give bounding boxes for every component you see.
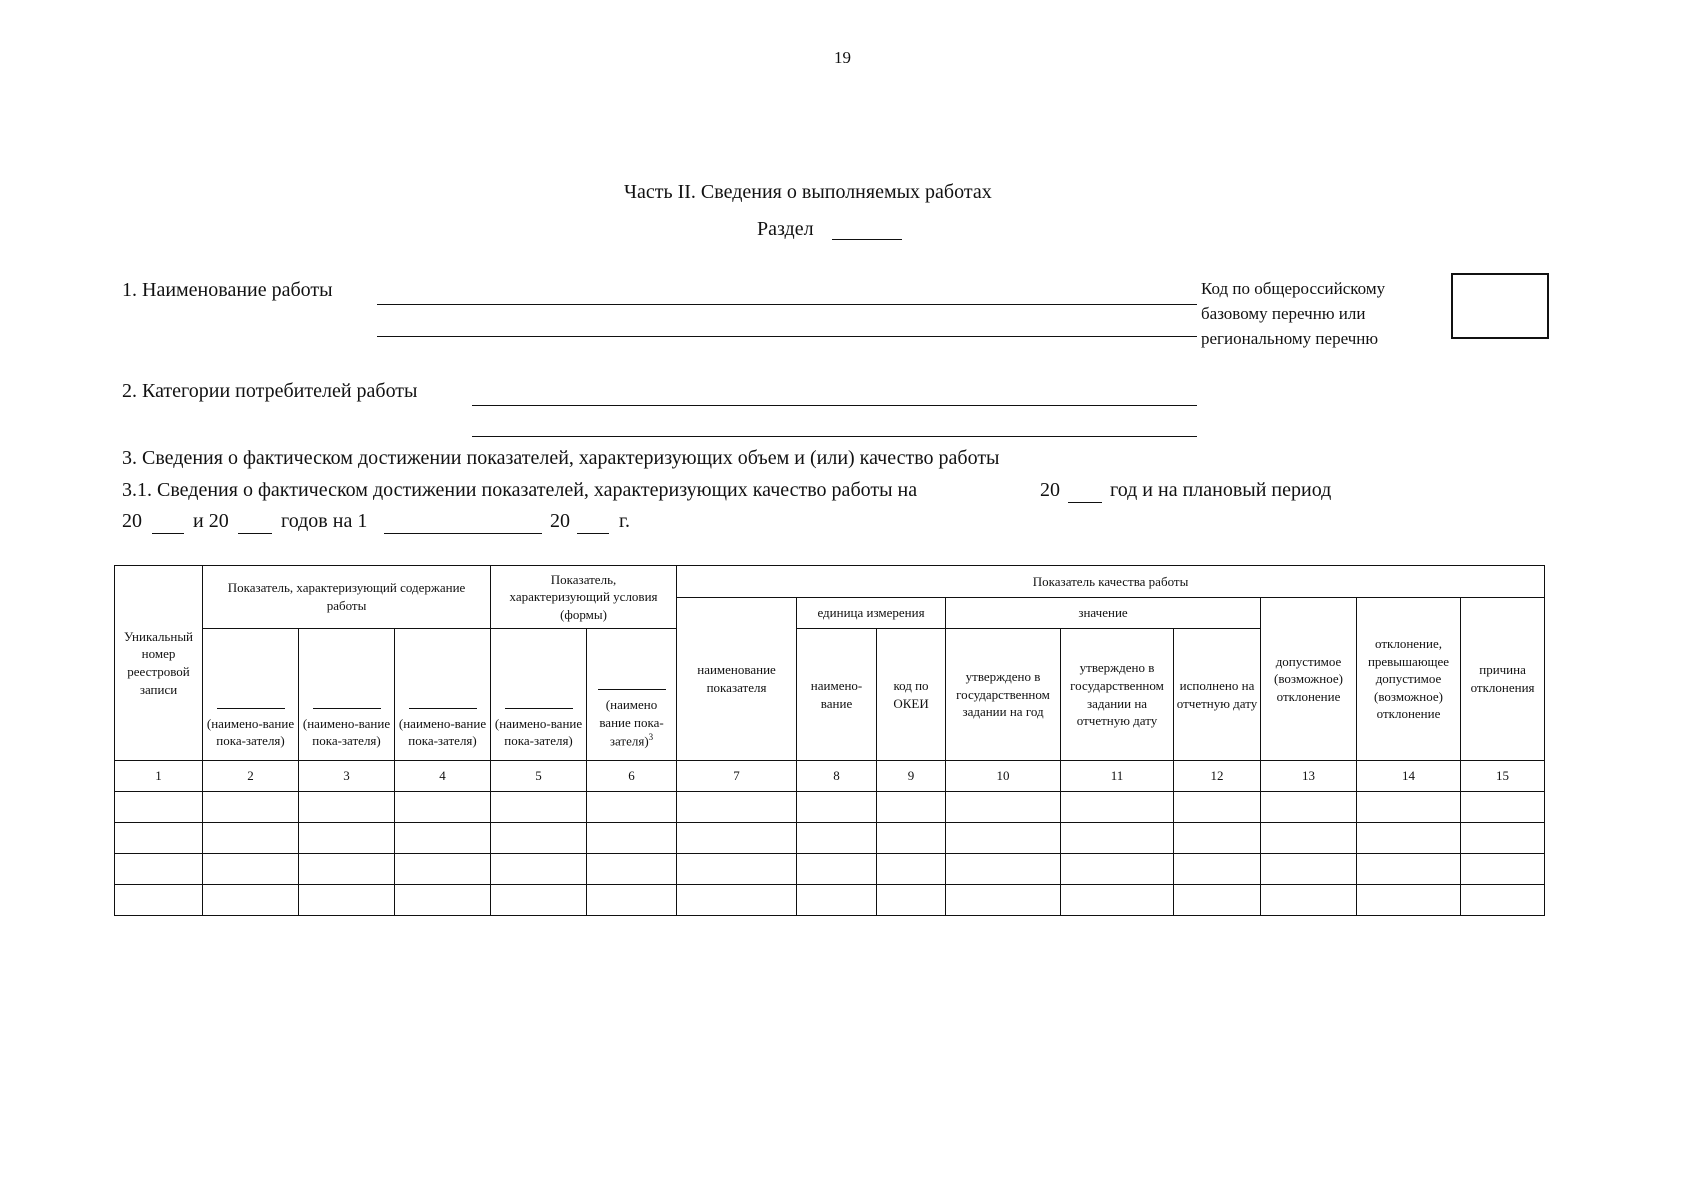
header-unit: единица измерения [797,598,946,629]
column-number: 7 [677,761,797,792]
column-number: 2 [203,761,299,792]
header-conditions-indicator: Показатель, характеризующий условия (формы) [491,566,677,629]
item31-text: 3.1. Сведения о фактическом достижении показателей, характеризующих качество работы на [122,479,918,501]
column-number: 15 [1461,761,1545,792]
header-quality-indicator: Показатель качества работы [677,566,1545,598]
header-value: значение [946,598,1261,629]
header-exceeding-deviation: отклонение, превышающее допустимое (возможное) отклонение [1357,598,1461,761]
header-allowed-deviation: допустимое (возможное) отклонение [1261,598,1357,761]
work-name-field-2[interactable] [377,336,1197,337]
report-year-prefix: 20 [550,510,570,532]
report-year-field[interactable] [577,533,609,534]
item31-tail: год и на плановый период [1110,479,1332,501]
column-number: 13 [1261,761,1357,792]
subheader-content-1: (наимено-вание пока-зателя) [203,629,299,761]
subheader-unit-okei: код по ОКЕИ [877,629,946,761]
column-number: 6 [587,761,677,792]
header-indicator-name: наименование показателя [677,598,797,761]
subheader-value-approved-date: утверждено в государственном задании на отчетную дату [1061,629,1174,761]
subheader-value-approved-year: утверждено в государственном задании на год [946,629,1061,761]
plan-year2-field[interactable] [238,533,272,534]
plan-year1-prefix: 20 [122,510,142,532]
column-number: 8 [797,761,877,792]
column-number-row [115,761,1545,792]
column-number: 5 [491,761,587,792]
item2-label: 2. Категории потребителей работы [122,380,418,402]
column-number: 11 [1061,761,1174,792]
column-number: 14 [1357,761,1461,792]
footnote-mark: 3 [648,732,654,743]
code-label-line2: базовому перечню или [1201,304,1366,323]
consumer-category-field-1[interactable] [472,405,1197,406]
year-field[interactable] [1068,502,1102,503]
subheader-content-3: (наимено-вание пока-зателя) [395,629,491,761]
registry-code-box[interactable] [1451,273,1549,339]
work-name-field-1[interactable] [377,304,1197,305]
consumer-category-field-2[interactable] [472,436,1197,437]
code-label-line3: региональному перечню [1201,329,1379,348]
column-number: 12 [1174,761,1261,792]
header-deviation-reason: причина отклонения [1461,598,1545,761]
and-text: и 20 [193,510,229,532]
column-number: 3 [299,761,395,792]
years-on-text: годов на 1 [281,510,368,532]
page-number: 19 [834,48,851,67]
year-prefix: 20 [1040,479,1060,501]
section-label: Раздел [757,218,814,240]
table-row[interactable] [115,792,1545,823]
quality-indicators-table [114,565,1545,916]
plan-year1-field[interactable] [152,533,184,534]
column-number: 9 [877,761,946,792]
section-number-field[interactable] [832,239,902,240]
subheader-value-executed: исполнено на отчетную дату [1174,629,1261,761]
subheader-condition-1: (наимено-вание пока-зателя) [491,629,587,761]
subheader-content-2: (наимено-вание пока-зателя) [299,629,395,761]
column-number: 10 [946,761,1061,792]
column-number: 1 [115,761,203,792]
subheader-condition-2: (наимено вание пока-зателя)$^3$ [587,629,677,761]
table-row[interactable] [115,854,1545,885]
header-unique-number: Уникальный номер реестровой записи [115,566,203,761]
header-content-indicator: Показатель, характеризующий содержание работы [203,566,491,629]
item3-text: 3. Сведения о фактическом достижении показателей, характеризующих объем и (или) качество работы [122,447,1000,469]
code-label-line1: Код по общероссийскому [1201,279,1386,298]
item1-label: 1. Наименование работы [122,279,333,301]
part-title: Часть II. Сведения о выполняемых работах [624,181,992,203]
subheader-unit-name: наимено-вание [797,629,877,761]
table-row[interactable] [115,823,1545,854]
g-text: г. [619,510,630,532]
column-number: 4 [395,761,491,792]
table-row[interactable] [115,885,1545,916]
report-date-field[interactable] [384,533,542,534]
